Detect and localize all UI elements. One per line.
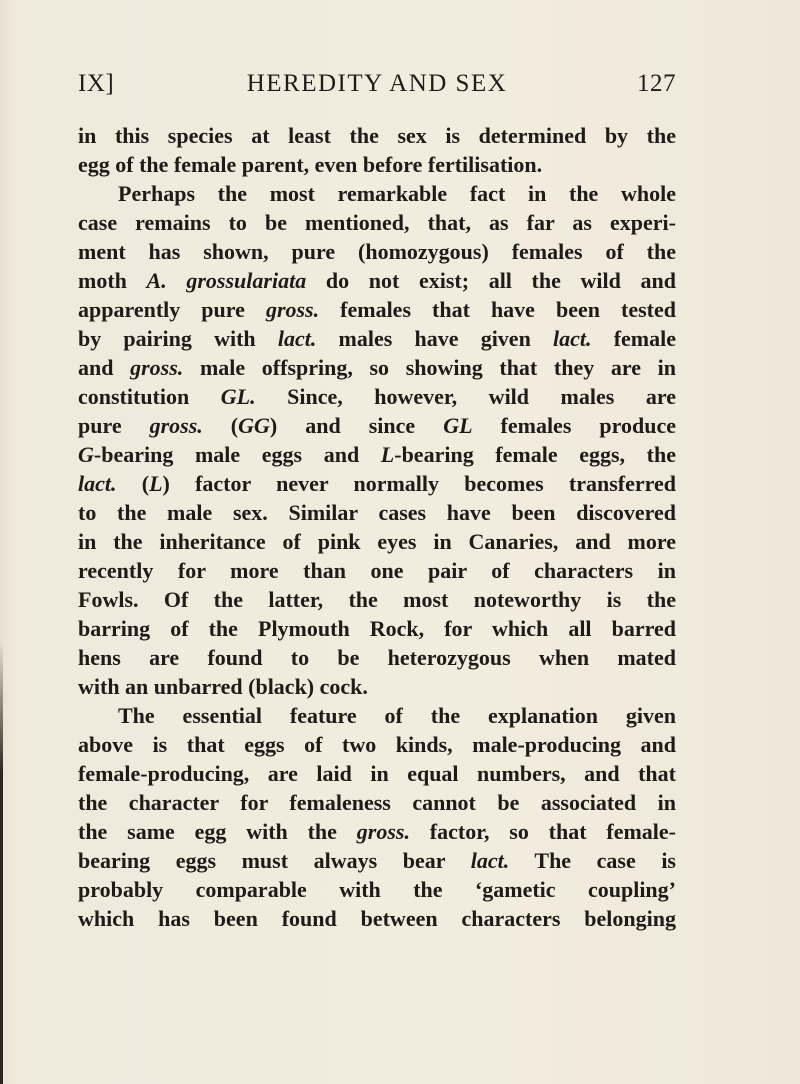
text-line: the character for femaleness cannot be associated in — [78, 790, 676, 815]
text-line: and gross. male offspring, so showing that they are in — [78, 355, 676, 380]
text-line: lact. (L) factor never normally becomes transferred — [78, 471, 676, 496]
text-line: pure gross. (GG) and since GL females produce — [78, 413, 676, 438]
text-line: Fowls. Of the latter, the most noteworthy is the — [78, 587, 676, 612]
text-line: Perhaps the most remarkable fact in the whole — [118, 181, 676, 206]
text-line: above is that eggs of two kinds, male-producing and — [78, 732, 676, 757]
text-line: barring of the Plymouth Rock, for which all barred — [78, 616, 676, 641]
text-line: constitution GL. Since, however, wild males are — [78, 384, 676, 409]
text-line: The essential feature of the explanation given — [118, 703, 676, 728]
text-line: in this species at least the sex is determined by the — [78, 123, 676, 148]
text-line: apparently pure gross. females that have been tested — [78, 297, 676, 322]
text-line: ment has shown, pure (homozygous) females of the — [78, 239, 676, 264]
text-line: case remains to be mentioned, that, as far as experi- — [78, 210, 676, 235]
text-line: hens are found to be heterozygous when mated — [78, 645, 676, 670]
chapter-number: IX] — [78, 70, 115, 97]
text-line: female-producing, are laid in equal numbers, and that — [78, 761, 676, 786]
running-header — [78, 70, 676, 106]
text-line: with an unbarred (black) cock. — [78, 674, 368, 699]
text-line: egg of the female parent, even before fertilisation. — [78, 152, 543, 177]
text-line: G-bearing male eggs and L-bearing female eggs, the — [78, 442, 676, 467]
text-line: to the male sex. Similar cases have been discovered — [78, 500, 676, 525]
text-line: by pairing with lact. males have given lact. female — [78, 326, 676, 351]
text-line: the same egg with the gross. factor, so that female- — [78, 819, 676, 844]
gutter-shadow — [0, 640, 3, 1084]
text-line: probably comparable with the ‘gametic coupling’ — [78, 877, 676, 902]
running-title: HEREDITY AND SEX — [246, 70, 508, 97]
text-line: which has been found between characters belonging — [78, 906, 676, 931]
text-line: recently for more than one pair of characters in — [78, 558, 676, 583]
body-text — [78, 121, 676, 933]
text-line: moth A. grossulariata do not exist; all the wild and — [78, 268, 677, 293]
text-line: bearing eggs must always bear lact. The case is — [78, 848, 676, 873]
page-number: 127 — [637, 70, 676, 97]
text-line: in the inheritance of pink eyes in Canaries, and more — [78, 529, 676, 554]
